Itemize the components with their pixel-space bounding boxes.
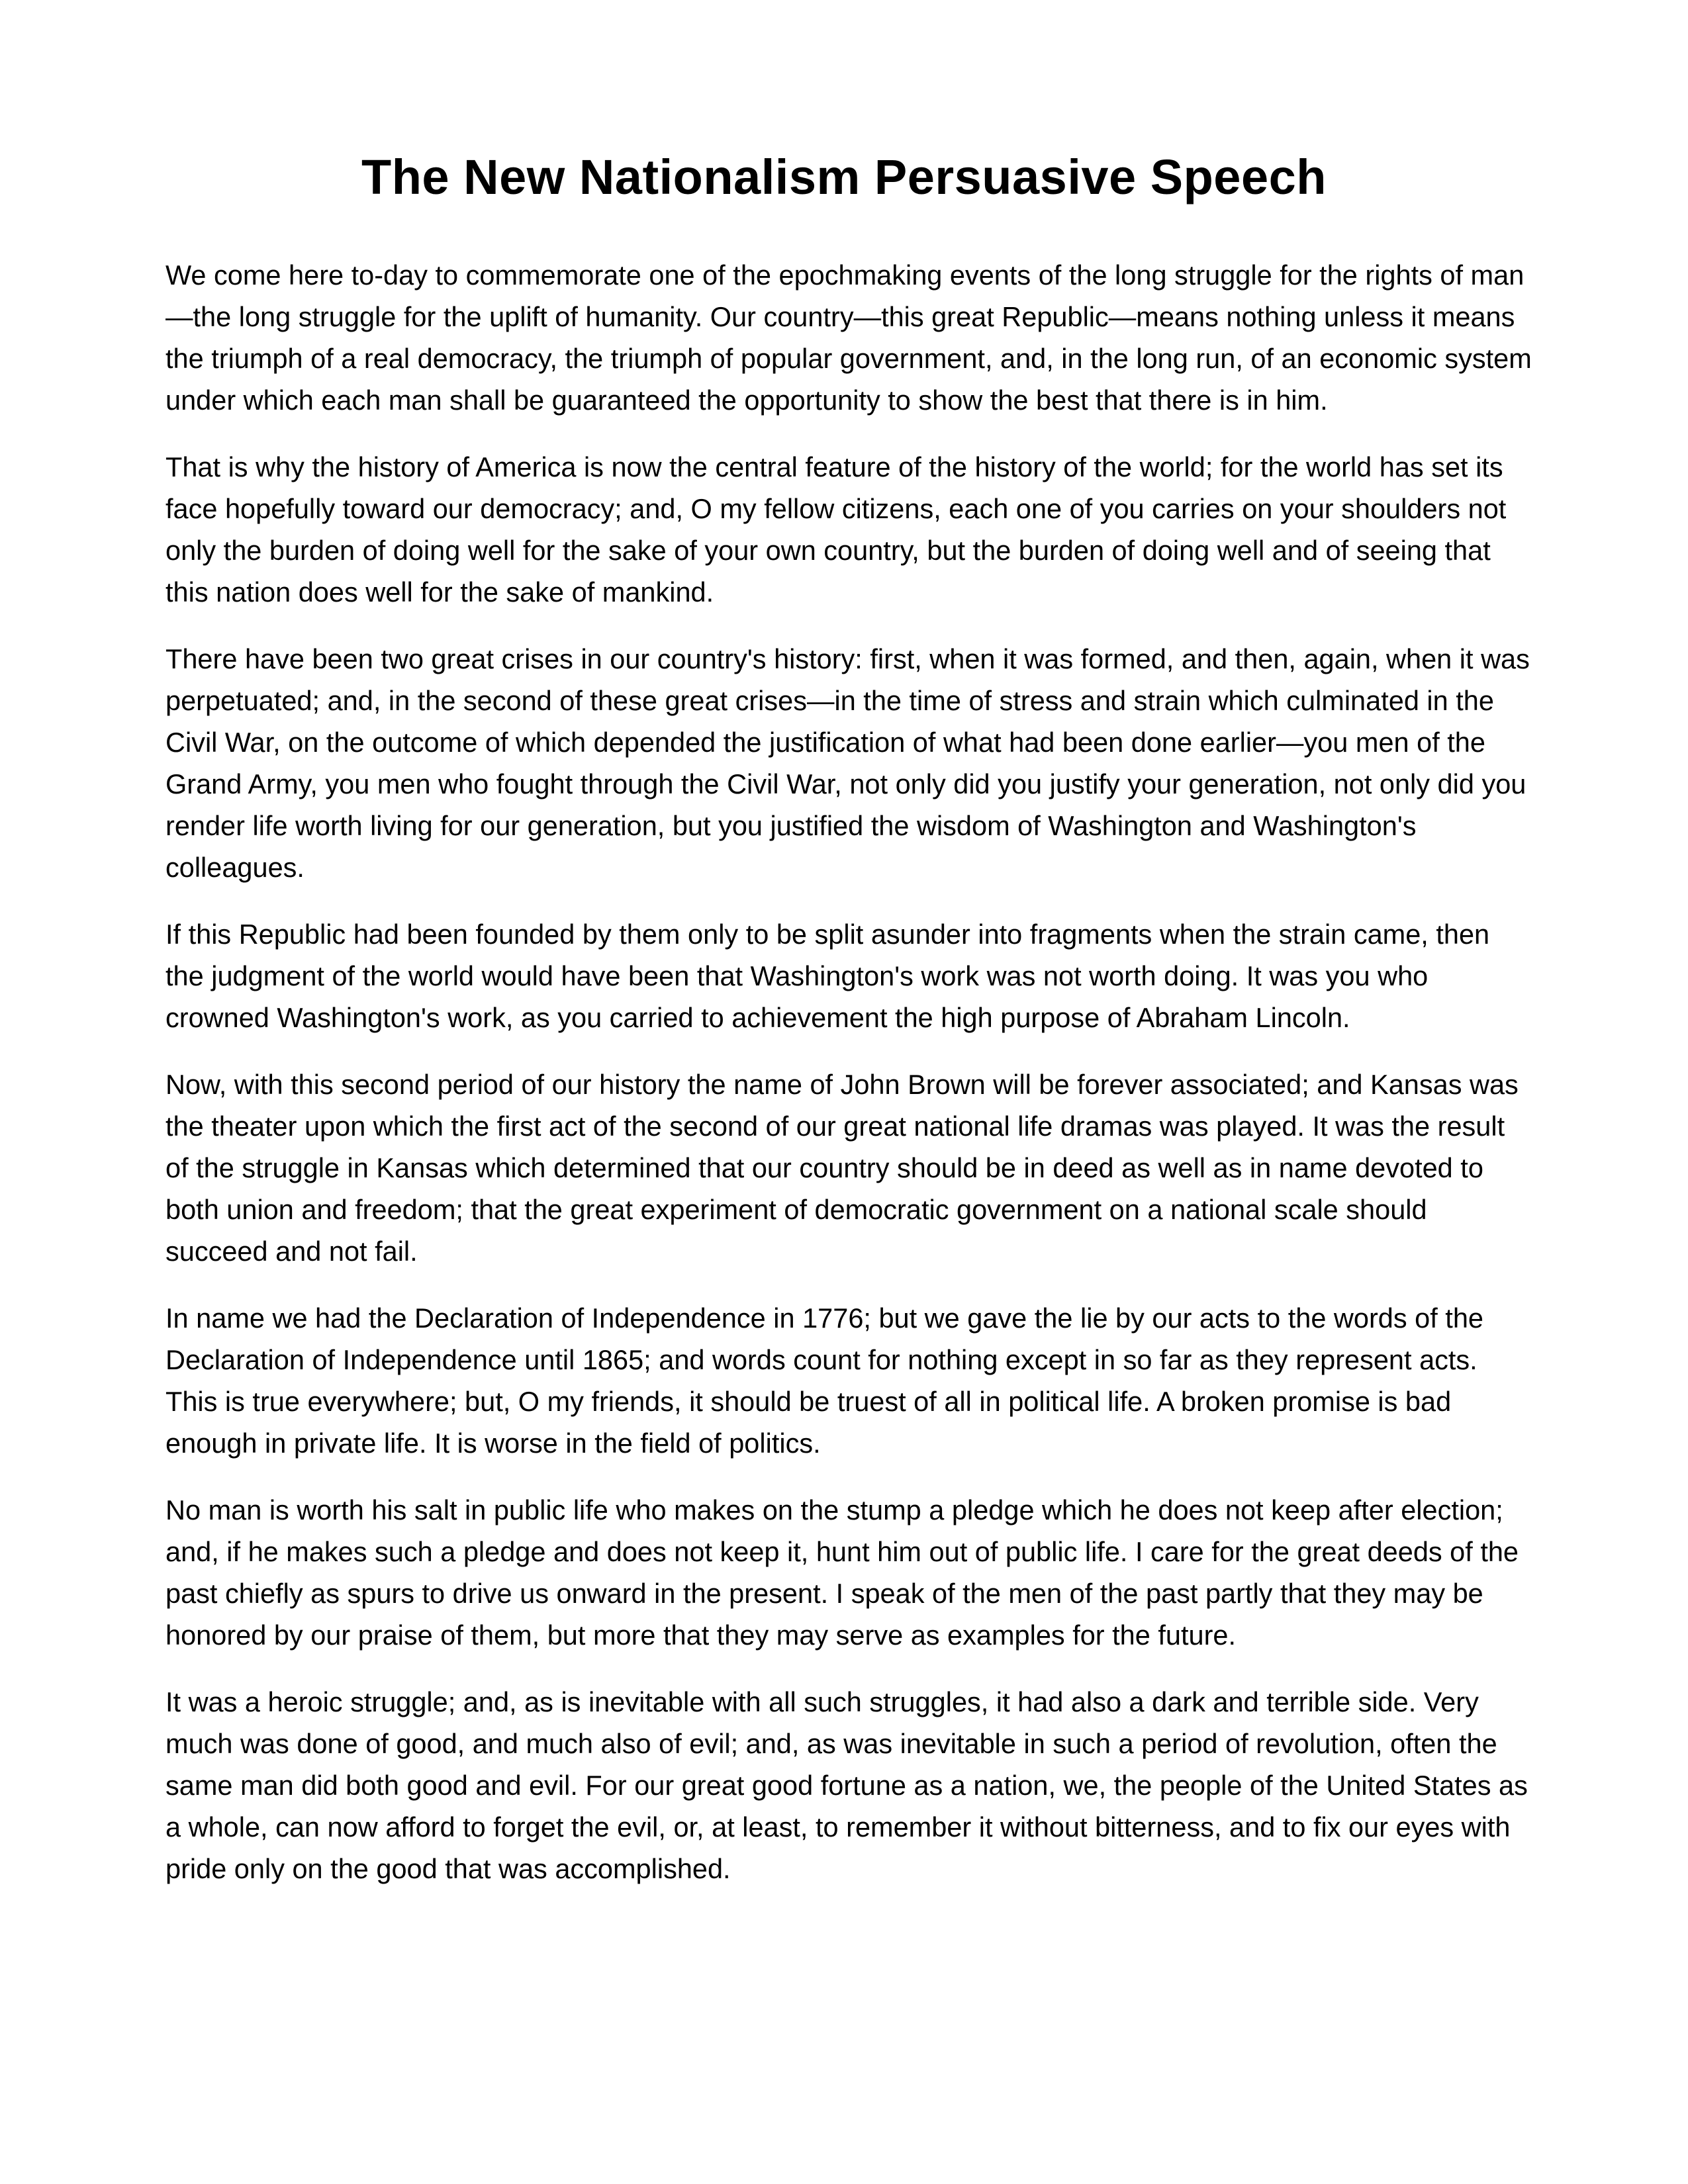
paragraph: That is why the history of America is now the central feature of the history of the world; for the world has set its face hopefully toward our democracy; and, O my fellow citizens, each one of you carries on your shoulders not only the burden of doing well for the sake of your own country, but the burden of doing well and of seeing that this nation does well for the sake of mankind. xyxy=(165,451,1507,608)
page-title: The New Nationalism Persuasive Speech xyxy=(361,150,1327,205)
paragraph: Now, with this second period of our history the name of John Brown will be forever associated; and Kansas was the theater upon which the first act of the second of our great national life dramas was played. It was the result of the struggle in Kansas which determined that our country should be in deed as well as in name devoted to both union and freedom; that the great experiment of democratic government on a national scale should succeed and not fail. xyxy=(165,1069,1519,1267)
document-body xyxy=(165,254,1532,1915)
paragraph: If this Republic had been founded by them only to be split asunder into fragments when the strain came, then the judgment of the world would have been that Washington's work was not worth doing. It was you who crowned Washington's work, as you carried to achievement the high purpose of Abraham Lincoln. xyxy=(165,919,1490,1033)
paragraph: It was a heroic struggle; and, as is inevitable with all such struggles, it had also a dark and terrible side. Very much was done of good, and much also of evil; and, as was inevitable in such a period of revolution, often the same man did both good and evil. For our great good fortune as a nation, we, the people of the United States as a whole, can now afford to forget the evil, or, at least, to remember it without bitterness, and to fix our eyes with pride only on the good that was accomplished. xyxy=(165,1686,1528,1884)
paragraph: There have been two great crises in our country's history: first, when it was formed, and then, again, when it was perpetuated; and, in the second of these great crises—in the time of stress and strain which culminated in the Civil War, on the outcome of which depended the justification of what had been done earlier—you men of the Grand Army, you men who fought through the Civil War, not only did you justify your generation, not only did you render life worth living for our generation, but you justified the wisdom of Washington and Washington's colleagues. xyxy=(165,643,1530,883)
paragraph: No man is worth his salt in public life who makes on the stump a pledge which he does not keep after election; and, if he makes such a pledge and does not keep it, hunt him out of public life. I care for the great deeds of the past chiefly as spurs to drive us onward in the present. I speak of the men of the past partly that they may be honored by our praise of them, but more that they may serve as examples for the future. xyxy=(165,1494,1519,1651)
paragraph: In name we had the Declaration of Independence in 1776; but we gave the lie by our acts to the words of the Declaration of Independence until 1865; and words count for nothing except in so far as they represent acts. This is true everywhere; but, O my friends, it should be truest of all in political life. A broken promise is bad enough in private life. It is worse in the field of politics. xyxy=(165,1302,1483,1459)
paragraph: We come here to-day to commemorate one of the epochmaking events of the long struggle for the rights of man—the long struggle for the uplift of humanity. Our country—this great Republic—means nothing unless it means the triumph of a real democracy, the triumph of popular government, and, in the long run, of an economic system under which each man shall be guaranteed the opportunity to show the best that there is in him. xyxy=(165,259,1532,416)
